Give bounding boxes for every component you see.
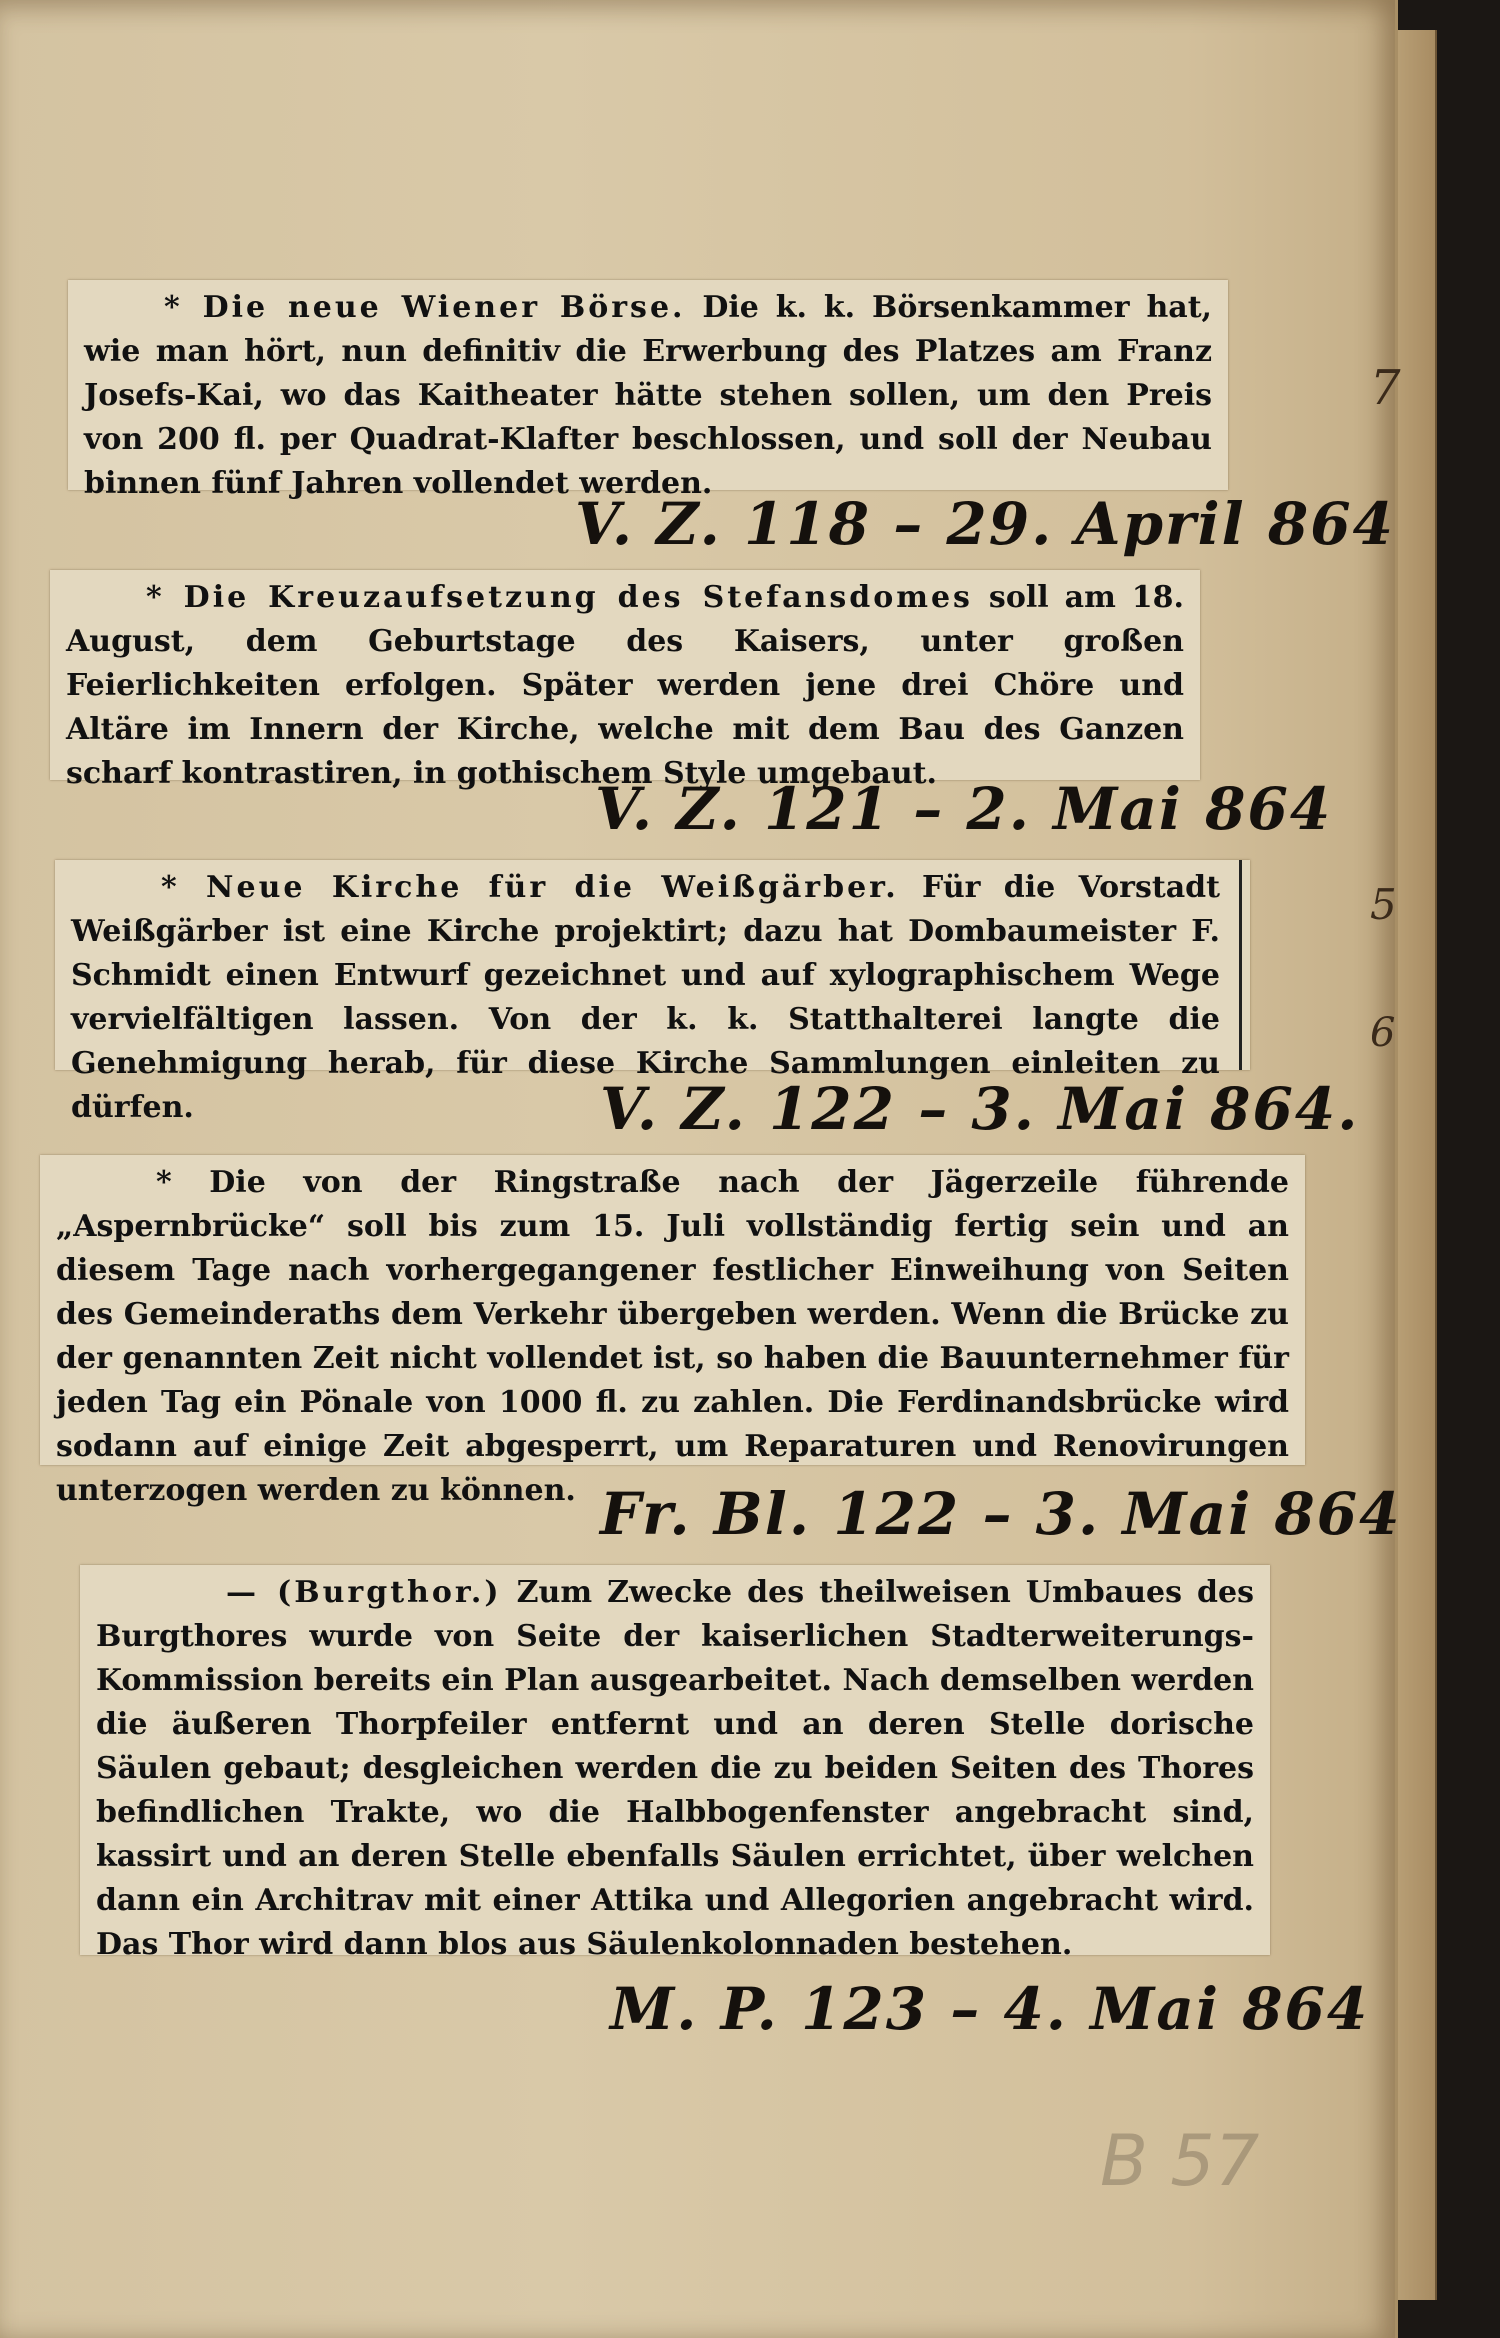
clipping-burgthor-body [96, 1571, 1254, 1967]
clipping-weissgaerber-text: Für die Vorstadt Weißgärber ist eine Kirche projektirt; dazu hat Dombaumeister F. Schmidt einen Entwurf gezeichnet und auf xylographischem Wege vervielfältigen lassen. Von der k. k. Statthalterei langte die Genehmigung herab, für diese Kirche Sammlungen einleiten zu dürfen. [71, 870, 1220, 1125]
pencil-note: B 57 [1100, 2120, 1260, 2202]
source-note-5: M. P. 123 – 4. Mai 864 [610, 1975, 1370, 2043]
source-note-3: V. Z. 122 – 3. Mai 864. [600, 1075, 1360, 1143]
margin-mark-2: 5 [1370, 880, 1397, 929]
source-note-2: V. Z. 121 – 2. Mai 864 [595, 775, 1333, 843]
clipping-burgthor-text: Zum Zwecke des theilweisen Umbaues des Burgthores wurde von Seite der kaiserlichen Stadterweiterungs-Kommission bereits ein Plan ausgearbeitet. Nach demselben werden die äußeren Thorpfeiler entfernt und an deren Stelle dorische Säulen gebaut; desgleichen werden die zu beiden Seiten des Thores befindlichen Trakte, wo die Halbbogenfenster angebracht sind, kassirt und an deren Stelle ebenfalls Säulen errichtet, über welchen dann ein Architrav mit einer Attika und Allegorien angebracht wird. Das Thor wird dann blos aus Säulenkolonnaden bestehen. [96, 1575, 1254, 1962]
margin-mark-1: 7 [1370, 360, 1401, 416]
source-note-4: Fr. Bl. 122 – 3. Mai 864 [600, 1480, 1402, 1548]
clipping-aspernbruecke-body [56, 1161, 1289, 1513]
clipping-stefansdom [50, 570, 1200, 791]
source-note-1: V. Z. 118 – 29. April 864 [575, 490, 1395, 558]
clipping-stefansdom-heading: * Die Kreuzaufsetzung des Stefansdomes [146, 580, 973, 615]
clipping-boerse-heading: * Die neue Wiener Börse. [164, 290, 686, 325]
clipping-burgthor-heading: — (Burgthor.) [226, 1575, 502, 1610]
clipping-boerse [68, 280, 1228, 501]
margin-mark-3: 6 [1370, 1010, 1396, 1056]
clipping-stefansdom-body [66, 576, 1184, 796]
clipping-weissgaerber-heading: * Neue Kirche für die Weißgärber. [161, 870, 899, 905]
clipping-aspernbruecke-text: * Die von der Ringstraße nach der Jägerzeile führende „Aspernbrücke“ soll bis zum 15. Juli vollständig fertig sein und an diesem Tage nach vorhergegangener festlicher Einweihung von Seiten des Gemeinderaths dem Verkehr übergeben werden. Wenn die Brücke zu der genannten Zeit nicht vollendet ist, so haben die Bauunternehmer für jeden Tag ein Pönale von 1000 fl. zu zahlen. Die Ferdinandsbrücke wird sodann auf einige Zeit abgesperrt, um Reparaturen und Renovirungen unterzogen werden zu können. [56, 1165, 1289, 1508]
clipping-boerse-text: Die k. k. Börsenkammer hat, wie man hört, nun definitiv die Erwerbung des Platzes am Franz Josefs-Kai, wo das Kaitheater hätte stehen sollen, um den Preis von 200 fl. per Quadrat-Klafter beschlossen, und soll der Neubau binnen fünf Jahren vollendet werden. [84, 290, 1212, 501]
clipping-border [1239, 860, 1242, 1070]
clipping-burgthor [80, 1565, 1270, 1962]
clipping-stefansdom-text: soll am 18. August, dem Geburtstage des Kaisers, unter großen Feierlichkeiten erfolgen. Später werden jene drei Chöre und Altäre im Innern der Kirche, welche mit dem Bau des Ganzen scharf kontrastiren, in gothischem Style umgebaut. [66, 580, 1184, 791]
clipping-boerse-body [84, 286, 1212, 506]
clipping-aspernbruecke [40, 1155, 1305, 1508]
